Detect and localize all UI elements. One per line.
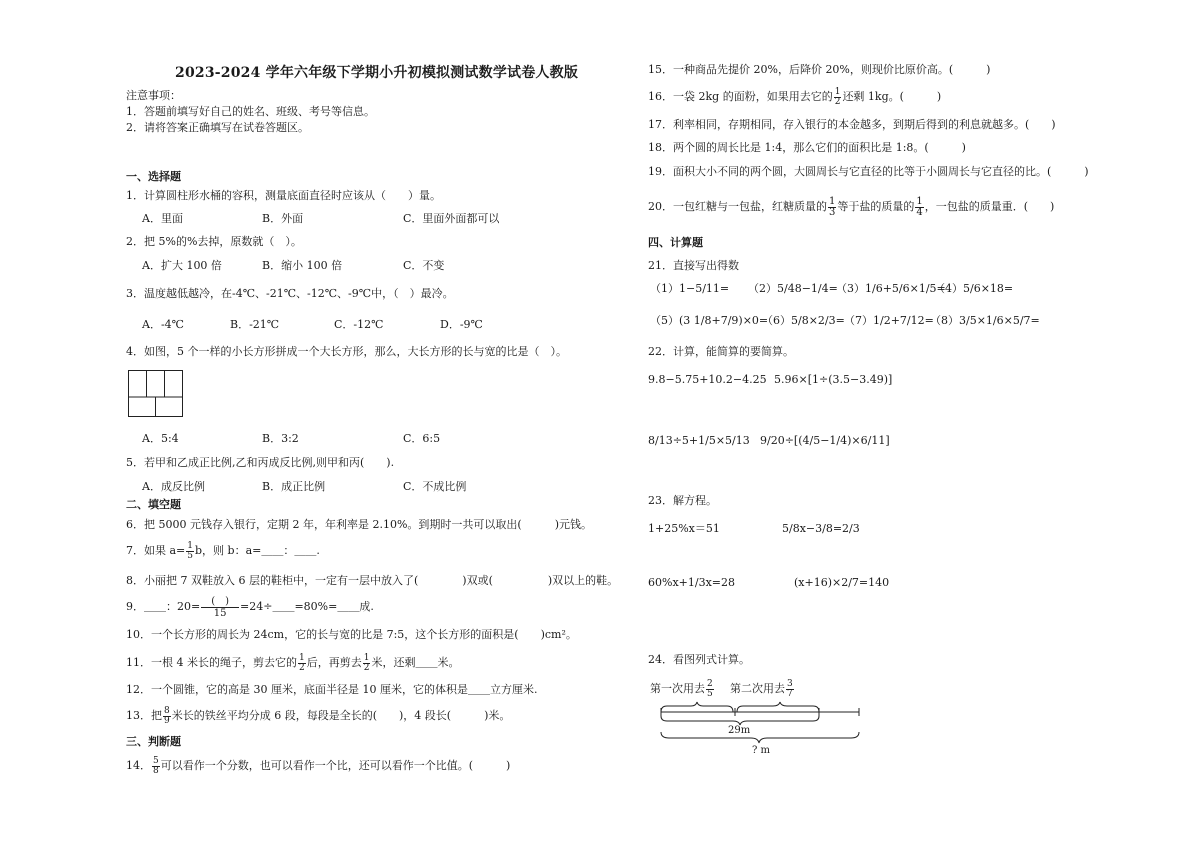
denominator: 9 [164,715,170,726]
numerator: 1 [363,652,370,663]
fraction [363,654,371,673]
section-heading: 四、计算题 [648,236,703,249]
q9-text: 9．＿＿：20= [126,600,201,613]
option: B．缩小 100 倍 [262,259,343,272]
numerator: 1 [834,86,841,97]
question-24: 24．看图列式计算。 [648,653,750,666]
option: A．成反比例 [142,480,205,493]
numerator: 8 [164,705,170,716]
diagram-label-first [650,676,715,702]
segment-label: 29m [728,725,751,736]
section-heading: 三、判断题 [126,735,181,748]
q16-text: 16．一袋 2kg 的面粉，如果用去它的 [648,90,833,103]
question-8: 8．小丽把 7 双鞋放入 6 层的鞋柜中，一定有一层中放入了( )双或( )双以上的鞋。 [126,574,619,587]
notice-item: 2．请将答案正确填写在试卷答题区。 [126,121,309,134]
question-4: 4．如图，5 个一样的小长方形拼成一个大长方形，那么，大长方形的长与宽的比是（ ）。 [126,345,567,358]
question-20 [648,193,1054,221]
option: A．扩大 100 倍 [142,259,222,272]
denominator: 5 [707,688,713,699]
fraction [163,707,171,726]
q23-equation: 5/8x−3/8=2/3 [782,522,860,535]
question-18: 18．两个圆的周长比是 1:4，那么它们的面积比是 1:8。( ) [648,141,966,154]
q11-text: 米，还剩＿＿米。 [371,656,460,669]
question-12: 12．一个圆锥，它的高是 30 厘米，底面半径是 10 厘米，它的体积是＿＿立方厘米. [126,683,538,696]
q22-expression: 9.8−5.75+10.2−4.25 [648,373,767,386]
fraction [786,680,794,699]
label-text: 第一次用去 [650,682,705,695]
q13-text: 米长的铁丝平均分成 6 段，每段是全长的( )，4 段长( )米。 [171,709,511,722]
q21-item: （6）5/8×2/3= [762,314,845,327]
denominator: 2 [299,662,305,673]
fraction [828,197,836,218]
q20-text: 等于盐的质量的 [837,200,915,213]
fraction [915,197,923,218]
denominator: 4 [916,206,923,218]
option: A．5:4 [142,432,179,445]
label-text: 第二次用去 [730,682,785,695]
section-heading: 一、选择题 [126,170,181,183]
numerator: 2 [707,678,713,689]
fraction [834,88,842,107]
notice-heading: 注意事项： [126,89,181,102]
q22-expression: 8/13÷5+1/5×5/13 [648,434,750,447]
q13-text: 13．把 [126,709,162,722]
question-10: 10．一个长方形的周长为 24cm，它的长与宽的比是 7:5，这个长方形的面积是( )cm²。 [126,628,577,641]
numerator: 5 [153,755,159,766]
page-title: 2023-2024 学年六年级下学期小升初模拟测试数学试卷人教版 [175,65,579,81]
q14-text: 可以看作一个分数，也可以看作一个比，还可以看作一个比值。( ) [160,759,511,772]
question-11 [126,650,459,676]
question-22: 22．计算，能简算的要简算。 [648,345,794,358]
denominator: 2 [834,96,841,107]
q21-item: （1）1−5/11= [650,282,730,295]
question-6: 6．把 5000 元钱存入银行，定期 2 年，年利率是 2.10%。到期时一共可以取出( )元钱。 [126,518,592,531]
numerator: 1 [829,195,836,207]
q14-text: 14． [126,759,151,772]
denominator: 3 [829,206,836,218]
fraction [152,757,160,776]
question-2: 2．把 5%的%去掉，原数就（ ）。 [126,235,302,248]
q22-expression: 9/20÷[(4/5−1/4)×6/11] [760,434,890,447]
fraction [706,680,714,699]
question-15: 15．一种商品先提价 20%，后降价 20%，则现价比原价高。( ) [648,63,991,76]
question-5: 5．若甲和乙成正比例,乙和丙成反比例,则甲和丙( ). [126,456,395,469]
fraction [201,596,239,619]
option: C．不成比例 [403,480,467,493]
question-3: 3．温度越低越冷，在-4℃、-21℃、-12℃、-9℃中，（ ）最冷。 [126,287,454,300]
q22-expression: 5.96×[1÷(3.5−3.49)] [774,373,893,386]
denominator: 7 [787,688,793,699]
q20-text: ，一包盐的质量重．( ) [924,200,1055,213]
q9-text: =24÷＿＿=80%=＿＿成. [240,600,374,613]
numerator: 3 [787,678,793,689]
rectangle-figure [128,370,184,418]
option: A．-4℃ [142,318,184,331]
option: A．里面 [142,212,183,225]
option: B．-21℃ [230,318,280,331]
total-label: ? m [752,745,771,756]
question-13 [126,703,510,729]
q11-text: 后，再剪去 [306,656,362,669]
q7-text: 7．如果 a= [126,544,186,557]
option: C．-12℃ [334,318,384,331]
notice-item: 1．答题前填写好自己的姓名、班级、考号等信息。 [126,105,375,118]
section-heading: 二、填空题 [126,498,181,511]
question-17: 17．利率相同，存期相同，存入银行的本金越多，到期后得到的利息就越多。( ) [648,118,1056,131]
q7-text: b，则 b：a=＿＿：＿＿. [195,544,320,557]
diagram-label-second [730,676,795,702]
option: C．6:5 [403,432,441,445]
question-1: 1．计算圆柱形水桶的容积，测量底面直径时应该从（ ）量。 [126,189,441,202]
q23-equation: 60%x+1/3x=28 [648,576,735,589]
option: C．里面外面都可以 [403,212,500,225]
numerator: ( ) [201,596,239,608]
numerator: 1 [916,195,923,207]
question-21: 21．直接写出得数 [648,259,739,272]
q23-equation: (x+16)×2/7=140 [794,576,890,589]
q21-item: （7）1/2+7/12= [844,314,934,327]
question-16 [648,84,941,110]
q21-item: （5）(3 1/8+7/9)×0= [650,314,769,327]
q23-equation: 1+25%x＝51 [648,522,720,535]
q21-item: （3）1/6+5/6×1/5= [836,282,946,295]
option: B．外面 [262,212,304,225]
question-9 [126,592,374,622]
denominator: 2 [363,662,370,673]
q21-item: （8）3/5×1/6×5/7= [930,314,1040,327]
question-23: 23．解方程。 [648,494,717,507]
denominator: 15 [213,607,227,619]
question-7 [126,538,320,564]
denominator: 8 [153,765,159,776]
option: B．3:2 [262,432,299,445]
q16-text: 还剩 1kg。( ) [842,90,942,103]
q20-text: 20．一包红糖与一包盐，红糖质量的 [648,200,827,213]
denominator: 5 [187,550,194,561]
q11-text: 11．一根 4 米长的绳子，剪去它的 [126,656,297,669]
option: B．成正比例 [262,480,326,493]
numerator: 1 [187,540,194,551]
numerator: 1 [299,652,305,663]
q21-item: （4）5/6×18= [934,282,1014,295]
fraction [186,542,194,561]
option: D．-9℃ [440,318,483,331]
q21-item: （2）5/48−1/4= [748,282,838,295]
option: C．不变 [403,259,445,272]
question-14 [126,753,510,779]
question-19: 19．面积大小不同的两个圆，大圆周长与它直径的比等于小圆周长与它直径的比。( ) [648,165,1089,178]
fraction [298,654,306,673]
